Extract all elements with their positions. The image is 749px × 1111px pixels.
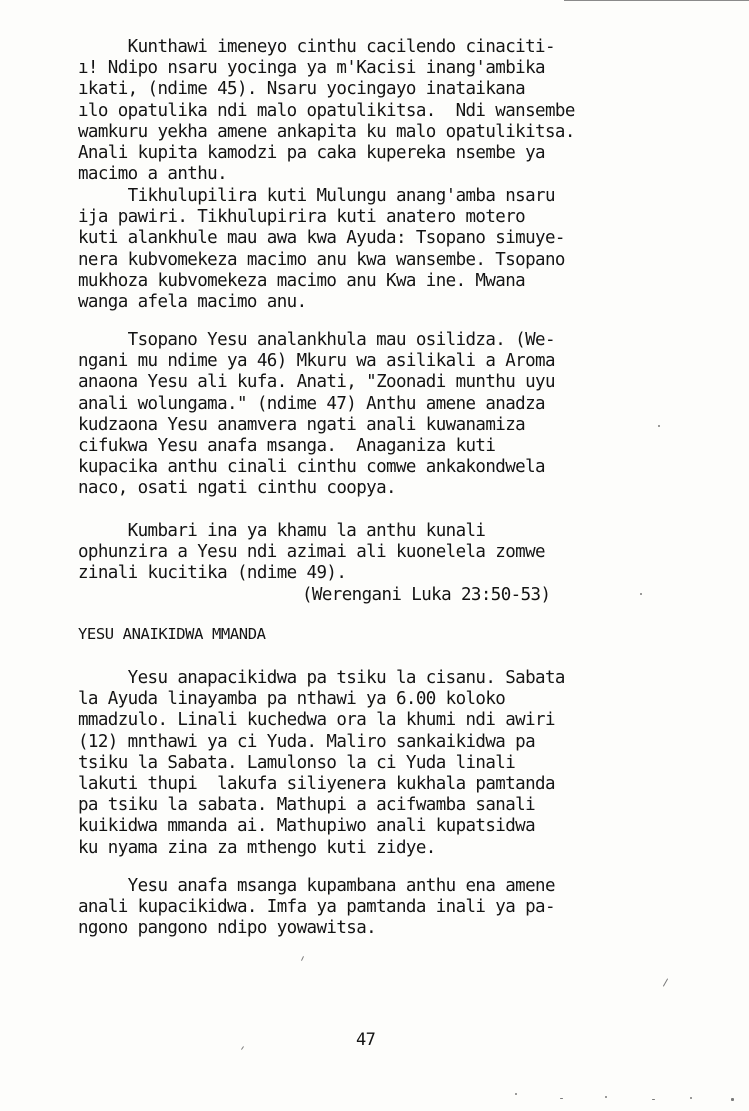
text-line: ıkati, (ndime 45). Nsaru yocingayo inataikana <box>78 79 526 100</box>
text-line: Tsopano Yesu analankhula mau osilidza. (We- <box>78 330 555 350</box>
text-line: nera kubvomekeza macimo anu kwa wansembe. Tsopano <box>78 249 565 270</box>
text-line: Kunthawi imeneyo cinthu cacilendo cinaciti- <box>78 37 555 57</box>
text-line: ija pawiri. Tikhulupirira kuti anatero motero <box>78 207 526 228</box>
paragraph-sabbath-burial <box>78 668 565 859</box>
text-line: (12) mnthawi ya ci Yuda. Maliro sankaikidwa pa <box>78 731 536 752</box>
text-line: pa tsiku la sabata. Mathupi a acifwamba sanali <box>78 795 536 816</box>
section-heading: YESU ANAIKIDWA MMANDA <box>78 625 266 643</box>
text-line: cifukwa Yesu anafa msanga. Anaganiza kuti <box>78 435 496 456</box>
paragraph-last-words <box>78 330 555 500</box>
paragraph-god-tore-veil <box>78 186 565 313</box>
text-line: tsiku la Sabata. Lamulonso la ci Yuda linali <box>78 752 516 773</box>
text-line: ophunzira a Yesu ndi azimai ali kuonelela zomwe <box>78 542 545 563</box>
text-line: kudzaona Yesu anamvera ngati anali kuwanamiza <box>78 414 526 435</box>
text-line: ku nyama zina za mthengo kuti zidye. <box>78 837 436 858</box>
text-line: naco, osati ngati cinthu coopya. <box>78 478 396 499</box>
paragraph-died-quickly <box>78 876 555 940</box>
text-line: macimo a anthu. <box>78 164 228 185</box>
text-line: lakuti thupi lakufa siliyenera kukhala pamtanda <box>78 773 555 794</box>
text-line: mukhoza kubvomekeza macimo anu Kwa ine. Mwana <box>78 270 526 291</box>
scan-speck <box>560 1098 563 1099</box>
paragraph-torn-veil <box>78 37 575 185</box>
text-line: Anali kupita kamodzi pa caka kupereka nsembe ya <box>78 142 545 163</box>
text-line: mmadzulo. Linali kuchedwa ora la khumi ndi awiri <box>78 710 555 731</box>
text-line: Kumbari ina ya khamu la anthu kunali <box>78 521 486 541</box>
scan-speck <box>663 978 668 986</box>
scan-speck <box>731 1098 734 1101</box>
text-line: ngani mu ndime ya 46) Mkuru wa asilikali a Aroma <box>78 351 555 372</box>
scan-speck <box>658 425 660 427</box>
top-edge-rule <box>564 0 749 1</box>
paragraph-disciples-watching <box>78 521 545 585</box>
text-line: Tikhulupilira kuti Mulungu anang'amba nsaru <box>78 186 555 206</box>
text-line: ı! Ndipo nsaru yocinga ya m'Kacisi inang'ambika <box>78 58 545 79</box>
scripture-reference: (Werengani Luka 23:50-53) <box>302 585 551 605</box>
scan-speck <box>605 1096 607 1098</box>
text-line: kuikidwa mmanda ai. Mathupiwo anali kupatsidwa <box>78 816 536 837</box>
text-line: kuti alankhule mau awa kwa Ayuda: Tsopano simuye- <box>78 228 565 249</box>
text-line: zinali kucitika (ndime 49). <box>78 563 347 584</box>
text-line: la Ayuda linayamba pa nthawi ya 6.00 koloko <box>78 689 506 710</box>
text-line: anali kupacikidwa. Imfa ya pamtanda inali ya pa- <box>78 897 555 918</box>
scan-speck <box>690 1097 692 1099</box>
text-line: wanga afela macimo anu. <box>78 291 307 312</box>
scan-speck <box>640 593 642 595</box>
scan-speck <box>301 956 304 961</box>
scan-speck <box>515 1093 517 1095</box>
scan-speck <box>652 1099 655 1100</box>
text-line: ılo opatulika ndi malo opatulikitsa. Ndi wansembe <box>78 100 575 121</box>
text-line: anali wolungama." (ndime 47) Anthu amene anadza <box>78 393 545 414</box>
text-line: Yesu anapacikidwa pa tsiku la cisanu. Sabata <box>78 668 565 688</box>
text-line: wamkuru yekha amene ankapita ku malo opatulikitsa. <box>78 121 575 142</box>
text-line: Yesu anafa msanga kupambana anthu ena amene <box>78 876 555 896</box>
scan-speck <box>241 1046 244 1050</box>
text-line: anaona Yesu ali kufa. Anati, "Zoonadi munthu uyu <box>78 372 555 393</box>
text-line: kupacika anthu cinali cinthu comwe ankakondwela <box>78 457 545 478</box>
page-number: 47 <box>356 1030 376 1050</box>
text-line: ngono pangono ndipo yowawitsa. <box>78 918 377 939</box>
